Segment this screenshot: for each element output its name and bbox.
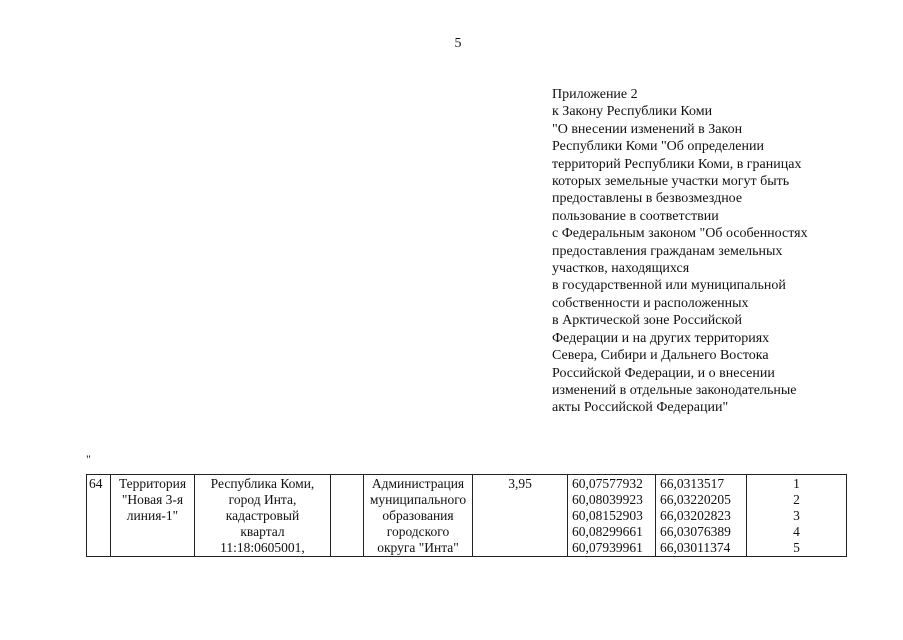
administration-line: образования [382, 508, 454, 523]
appendix-line: к Закону Республики Коми [552, 104, 713, 120]
table-row [87, 475, 847, 557]
appendix-line: "О внесении изменений в Закон [552, 121, 743, 137]
longitude-value: 66,03011374 [660, 540, 731, 555]
appendix-line: пользование в соответствии [552, 208, 719, 224]
point-number: 2 [793, 492, 800, 507]
opening-quote-mark: " [86, 452, 91, 466]
latitude-value: 60,07939961 [572, 540, 643, 555]
appendix-line: Приложение 2 [552, 87, 638, 102]
territory-line: линия-1" [126, 508, 179, 523]
appendix-line: собственности и расположенных [552, 295, 749, 311]
row-number-cell: 64 [87, 475, 111, 557]
point-number: 3 [793, 508, 800, 523]
longitude-cell [656, 475, 747, 557]
location-line: квартал [240, 524, 285, 539]
appendix-line: Республики Коми "Об определении [552, 139, 764, 155]
appendix-line: в Арктической зоне Российской [552, 313, 742, 329]
appendix-header [552, 86, 852, 417]
administration-line: округа "Инта" [377, 540, 459, 555]
territory-name-cell [111, 475, 195, 557]
point-number: 4 [793, 524, 800, 539]
appendix-line: Севера, Сибири и Дальнего Востока [552, 348, 769, 364]
latitude-cell [568, 475, 656, 557]
location-cell [195, 475, 331, 557]
appendix-line: территорий Республики Коми, в границах [552, 156, 802, 172]
administration-line: муниципального [369, 492, 467, 507]
point-number: 1 [793, 476, 800, 491]
latitude-value: 60,08039923 [572, 492, 643, 507]
longitude-value: 66,0313517 [660, 476, 725, 491]
empty-cell [331, 475, 364, 557]
appendix-line: с Федеральным законом "Об особенностях [552, 226, 808, 242]
location-line: кадастровый [225, 508, 300, 523]
territory-line: "Новая 3-я [121, 492, 184, 507]
appendix-line: предоставлены в безвозмездное [552, 191, 743, 207]
longitude-value: 66,03202823 [660, 508, 731, 523]
latitude-value: 60,07577932 [572, 476, 643, 491]
administration-line: Администрация [371, 476, 465, 491]
administration-cell [364, 475, 473, 557]
latitude-value: 60,08299661 [572, 524, 643, 539]
point-number-cell [747, 475, 847, 557]
longitude-value: 66,03220205 [660, 492, 731, 507]
territory-line: Территория [118, 476, 187, 491]
area-cell: 3,95 [473, 475, 568, 557]
appendix-line: предоставления гражданам земельных [552, 243, 783, 259]
longitude-value: 66,03076389 [660, 524, 731, 539]
appendix-line: акты Российской Федерации" [552, 400, 729, 416]
location-line: город Инта, [228, 492, 297, 507]
appendix-line: изменений в отдельные законодательные [552, 382, 797, 398]
appendix-line: Федерации и на других территориях [552, 330, 770, 346]
location-line: 11:18:0605001, [220, 540, 305, 555]
page-number: 5 [454, 36, 462, 51]
appendix-line: которых земельные участки могут быть [552, 174, 790, 190]
appendix-line: в государственной или муниципальной [552, 278, 786, 294]
point-number: 5 [793, 540, 800, 555]
administration-line: городского [386, 524, 450, 539]
appendix-line: Российской Федерации, и о внесении [552, 365, 775, 381]
land-plot-table [86, 474, 847, 557]
appendix-line: участков, находящихся [552, 261, 690, 277]
latitude-value: 60,08152903 [572, 508, 643, 523]
location-line: Республика Коми, [210, 476, 315, 491]
